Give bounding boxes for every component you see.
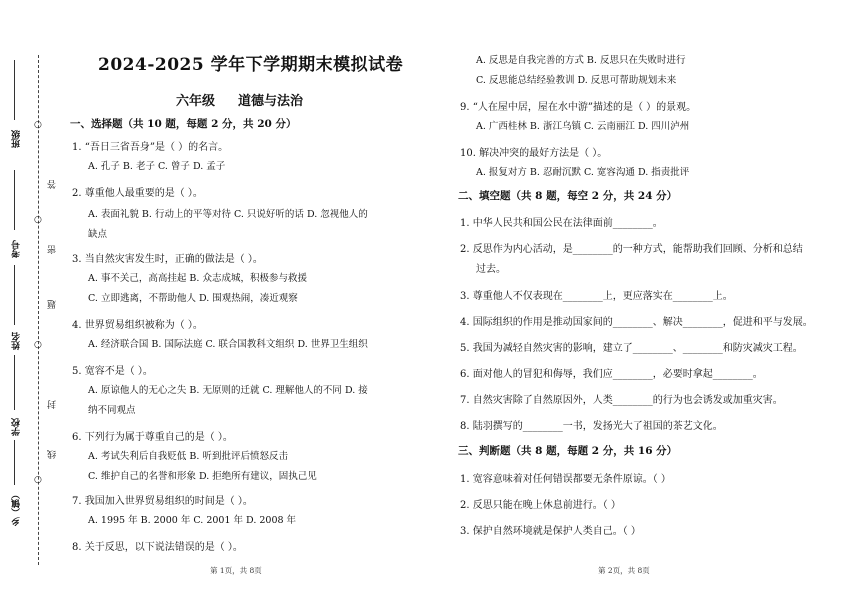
subject: 道德与法治 bbox=[238, 94, 304, 109]
seal-char-line: 线 bbox=[48, 450, 58, 459]
choice-q5-options: A. 原谅他人的无心之失 B. 无原则的迁就 C. 理解他人的不同 D. 接 bbox=[88, 385, 368, 396]
township-underline bbox=[14, 440, 15, 485]
fill-q6: 6. 面对他人的冒犯和侮辱，我们应________，必要时拿起________。 bbox=[460, 369, 763, 380]
seal-circle-3: ○ bbox=[34, 340, 42, 350]
section-choice-heading: 一、选择题（共 10 题，每题 2 分，共 20 分） bbox=[70, 118, 297, 130]
choice-q8: 8. 关于反思，以下说法错误的是（ ）。 bbox=[72, 542, 243, 553]
seal-char-secret: 密 bbox=[48, 245, 58, 254]
seal-char-question: 题 bbox=[48, 300, 58, 309]
fill-q4: 4. 国际组织的作用是推动国家间的________、解决________，促进和平与发展。 bbox=[460, 317, 813, 328]
choice-q5: 5. 宽容不是（ ）。 bbox=[72, 366, 153, 377]
choice-q8-options-1: A. 反思是自我完善的方式 B. 反思只在失败时进行 bbox=[476, 55, 686, 66]
choice-q7: 7. 我国加入世界贸易组织的时间是（ ）。 bbox=[72, 496, 253, 507]
exam-title: 2024-2025 学年下学期期末模拟试卷 bbox=[98, 55, 404, 75]
township-label: 乡（镇） bbox=[12, 490, 22, 526]
school-label: 学校 bbox=[12, 418, 22, 436]
seal-char-seal: 封 bbox=[48, 400, 58, 409]
fill-q7: 7. 自然灾害除了自然原因外，人类________的行为也会诱发或加重灾害。 bbox=[460, 395, 783, 406]
exam-number-underline bbox=[14, 170, 15, 230]
choice-q7-options: A. 1995 年 B. 2000 年 C. 2001 年 D. 2008 年 bbox=[88, 515, 297, 526]
seal-circle-1: ○ bbox=[34, 120, 42, 130]
choice-q5-options-cont: 纳不同观点 bbox=[88, 405, 136, 416]
fill-q3: 3. 尊重他人不仅表现在________上，更应落实在________上。 bbox=[460, 291, 733, 302]
fill-q5: 5. 我国为减轻自然灾害的影响，建立了________、________和防灾减灾工程。 bbox=[460, 343, 803, 354]
choice-q2-options-cont: 缺点 bbox=[88, 229, 108, 240]
judge-q2: 2. 反思只能在晚上休息前进行。（ ） bbox=[460, 500, 621, 511]
choice-q3: 3. 当自然灾害发生时，正确的做法是（ ）。 bbox=[72, 254, 263, 265]
choice-q6-options-1: A. 考试失利后自我贬低 B. 听到批评后愤怒反击 bbox=[88, 451, 288, 462]
school-underline bbox=[14, 355, 15, 410]
fill-q2-cont: 过去。 bbox=[476, 264, 506, 275]
seal-circle-4: ○ bbox=[34, 475, 42, 485]
choice-q9-options: A. 广西桂林 B. 浙江乌镇 C. 云南丽江 D. 四川泸州 bbox=[476, 121, 690, 132]
section-fill-heading: 二、填空题（共 8 题，每空 2 分，共 24 分） bbox=[458, 190, 678, 202]
page-footer-2: 第 2页，共 8页 bbox=[598, 566, 650, 575]
choice-q8-options-2: C. 反思能总结经验教训 D. 反思可帮助规划未来 bbox=[476, 75, 677, 86]
choice-q10-options: A. 报复对方 B. 忍耐沉默 C. 宽容沟通 D. 指责批评 bbox=[476, 167, 690, 178]
choice-q6: 6. 下列行为属于尊重自己的是（ ）。 bbox=[72, 432, 233, 443]
choice-q4: 4. 世界贸易组织被称为（ ）。 bbox=[72, 320, 203, 331]
name-label: 姓名 bbox=[12, 332, 22, 350]
binding-dashed-line bbox=[38, 55, 39, 565]
seal-char-answer: 答 bbox=[48, 180, 58, 189]
choice-q1-options: A. 孔子 B. 老子 C. 曾子 D. 孟子 bbox=[88, 161, 226, 172]
choice-q9: 9. “人在屋中居，屋在水中游”描述的是（ ）的景观。 bbox=[460, 102, 697, 113]
class-underline bbox=[14, 60, 15, 120]
grade: 六年级 bbox=[176, 94, 216, 109]
section-judge-heading: 三、判断题（共 8 题，每题 2 分，共 16 分） bbox=[458, 445, 678, 457]
page-footer-1: 第 1页，共 8页 bbox=[210, 566, 262, 575]
seal-circle-2: ○ bbox=[34, 215, 42, 225]
judge-q1: 1. 宽容意味着对任何错误都要无条件原谅。（ ） bbox=[460, 474, 671, 485]
judge-q3: 3. 保护自然环境就是保护人类自己。（ ） bbox=[460, 526, 641, 537]
choice-q2: 2. 尊重他人最重要的是（ ）。 bbox=[72, 188, 203, 199]
fill-q2: 2. 反思作为内心活动，是________的一种方式，能帮助我们回顾、分析和总结 bbox=[460, 244, 803, 255]
fill-q1: 1. 中华人民共和国公民在法律面前________。 bbox=[460, 218, 663, 229]
choice-q6-options-2: C. 维护自己的名誉和形象 D. 拒绝所有建议，固执己见 bbox=[88, 471, 317, 482]
choice-q4-options: A. 经济联合国 B. 国际法庭 C. 联合国教科文组织 D. 世界卫生组织 bbox=[88, 339, 368, 350]
choice-q3-options-2: C. 立即逃离，不帮助他人 D. 围观热闹，凑近观察 bbox=[88, 293, 298, 304]
choice-q3-options-1: A. 事不关己，高高挂起 B. 众志成城，积极参与救援 bbox=[88, 273, 307, 284]
choice-q1: 1. “吾日三省吾身”是（ ）的名言。 bbox=[72, 142, 229, 153]
name-underline bbox=[14, 265, 15, 325]
exam-number-label: 考号 bbox=[12, 240, 22, 258]
fill-q8: 8. 陆羽撰写的________一书，发扬光大了祖国的茶艺文化。 bbox=[460, 421, 723, 432]
class-label: 班级 bbox=[12, 130, 22, 148]
choice-q10: 10. 解决冲突的最好方法是（ ）。 bbox=[460, 148, 608, 159]
choice-q2-options: A. 表面礼貌 B. 行动上的平等对待 C. 只说好听的话 D. 忽视他人的 bbox=[88, 209, 368, 220]
